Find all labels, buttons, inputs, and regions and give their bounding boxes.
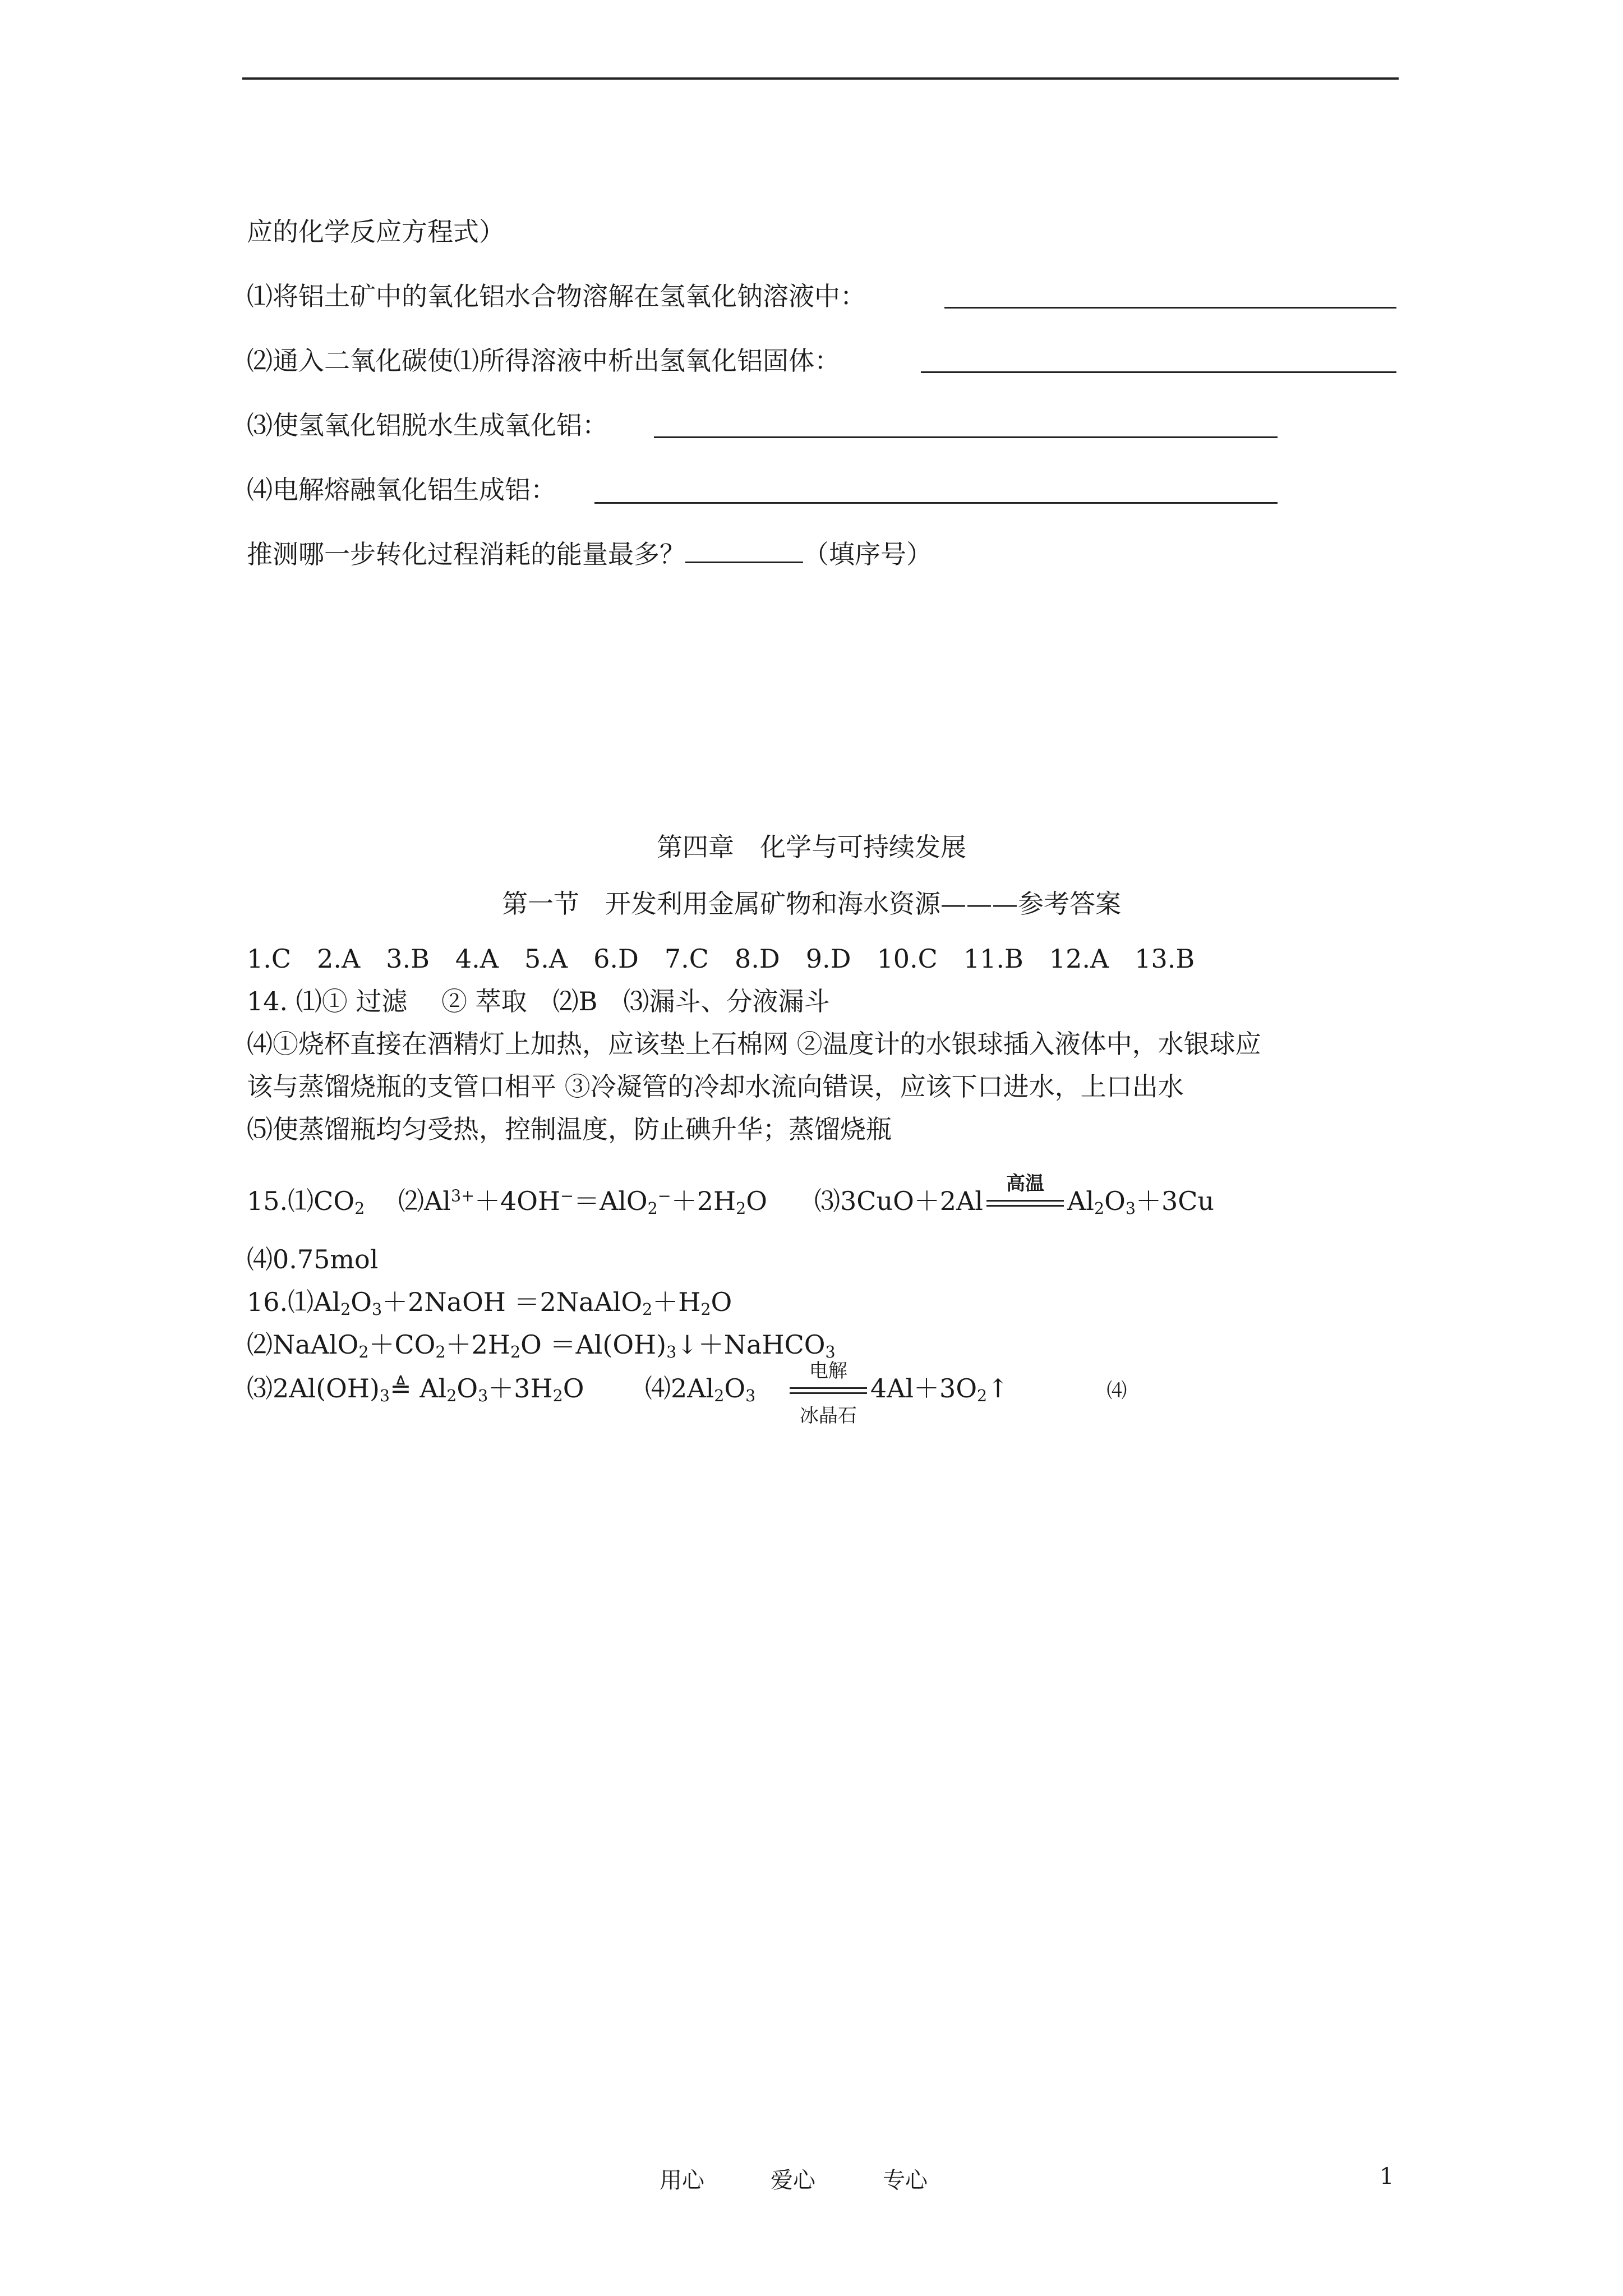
a16-l4-b: O xyxy=(724,1373,746,1404)
a16-l3-s4: 2 xyxy=(552,1387,563,1406)
a15-p2-sub-2: 2 xyxy=(736,1199,746,1218)
a15-p2-sup-2: − xyxy=(560,1186,574,1205)
a16-l1-e: O xyxy=(711,1287,732,1317)
intro-line: 应的化学反应方程式） xyxy=(247,217,505,247)
answer-16-line-1 xyxy=(247,1287,732,1319)
chapter-title: 第四章 化学与可持续发展 xyxy=(657,832,966,862)
a16-l1-s3: 2 xyxy=(642,1300,653,1319)
a16-l3-c: O xyxy=(457,1373,478,1404)
a15-p2-text-a: ⑵Al xyxy=(398,1186,451,1216)
a16-l4-s2: 3 xyxy=(745,1387,756,1406)
equal-lines xyxy=(790,1387,867,1394)
header-rule xyxy=(242,77,1399,80)
a15-p2-sub: 2 xyxy=(647,1199,658,1218)
footer-right: 专心 xyxy=(883,2168,928,2193)
a16-l3-a: ⑶2Al(OH) xyxy=(247,1373,380,1404)
a16-l2-a: ⑵NaAlO xyxy=(247,1329,359,1360)
a15-p3-sub-2: 3 xyxy=(1125,1199,1136,1218)
question-2-blank[interactable] xyxy=(921,371,1396,373)
a16-l3-b: Al xyxy=(411,1373,447,1404)
answer-16-line-4 xyxy=(645,1360,1127,1427)
a15-p2-sup: 3+ xyxy=(450,1186,474,1205)
a15-p3-sub-1: 2 xyxy=(1094,1199,1105,1218)
electrolysis-label: 电解 xyxy=(809,1360,847,1382)
a16-l3-s2: 2 xyxy=(446,1387,457,1406)
a16-l2-d: O ＝Al(OH) xyxy=(520,1329,667,1360)
high-temp-label: 高温 xyxy=(1006,1172,1044,1195)
energy-question-text: 推测哪一步转化过程消耗的能量最多？ xyxy=(247,539,685,569)
footer-left: 用心 xyxy=(660,2168,704,2193)
a16-l3-s3: 3 xyxy=(478,1387,488,1406)
a16-l1-b: O xyxy=(351,1287,372,1317)
a16-l2-s2: 2 xyxy=(435,1343,446,1362)
answer-15-part-1 xyxy=(247,1186,365,1218)
answer-14-line-3: 该与蒸馏烧瓶的支管口相平 ③冷凝管的冷却水流向错误，应该下口进水，上口出水 xyxy=(247,1071,1184,1102)
question-3-label: ⑶使氢氧化铝脱水生成氧化铝： xyxy=(247,410,608,440)
a15-p3-text-a: ⑶3CuO＋2Al xyxy=(814,1186,983,1216)
a16-l1-s1: 2 xyxy=(340,1300,351,1319)
a16-l2-c: ＋2H xyxy=(445,1329,510,1360)
a15-p1-text: 15.⑴CO xyxy=(247,1186,355,1216)
answer-16-line-2 xyxy=(247,1329,836,1362)
question-2-label: ⑵通入二氧化碳使⑴所得溶液中析出氢氧化铝固体： xyxy=(247,346,840,376)
answers-multiple-choice: 1.C 2.A 3.B 4.A 5.A 6.D 7.C 8.D 9.D 10.C 11.B 12.A 13.B xyxy=(247,944,1195,974)
question-4-blank[interactable] xyxy=(594,502,1278,504)
a16-l2-s4: 3 xyxy=(666,1343,677,1362)
question-1-label: ⑴将铝土矿中的氧化铝水合物溶解在氢氧化钠溶液中： xyxy=(247,281,866,311)
answer-16-line-3 xyxy=(247,1373,584,1406)
question-4-label: ⑷电解熔融氧化铝生成铝： xyxy=(247,475,556,505)
a16-l2-s3: 2 xyxy=(510,1343,521,1362)
a16-l4-tail: ⑷ xyxy=(1106,1379,1127,1402)
a16-l4-s3: 2 xyxy=(977,1387,988,1406)
question-3-blank[interactable] xyxy=(654,436,1278,438)
a16-l2-e: ↓＋NaHCO xyxy=(676,1329,826,1360)
answer-14-line-2: ⑷①烧杯直接在酒精灯上加热，应该垫上石棉网 ②温度计的水银球插入液体中，水银球应 xyxy=(247,1029,1261,1059)
a16-l4-s1: 2 xyxy=(714,1387,725,1406)
high-temp-condition xyxy=(983,1172,1067,1207)
a15-p3-text-c: O xyxy=(1104,1186,1126,1216)
electrolysis-condition xyxy=(786,1360,870,1427)
a15-p2-text-d: ＋2H xyxy=(671,1186,736,1216)
a16-l1-a: 16.⑴Al xyxy=(247,1287,341,1317)
a16-l4-a: ⑷2Al xyxy=(645,1373,714,1404)
a16-l2-s5: 3 xyxy=(825,1343,836,1362)
a16-l3-e: O xyxy=(562,1373,584,1404)
a16-l3-d: ＋3H xyxy=(488,1373,553,1404)
answer-15-part-2 xyxy=(398,1186,767,1218)
gas-arrow-icon: ↑ xyxy=(987,1373,1009,1404)
a15-p2-text-b: ＋4OH xyxy=(474,1186,561,1216)
a15-p3-text-d: ＋3Cu xyxy=(1135,1186,1215,1216)
answer-14-line-4: ⑸使蒸馏瓶均匀受热，控制温度，防止碘升华；蒸馏烧瓶 xyxy=(247,1114,892,1144)
a15-p3-text-b: Al xyxy=(1067,1186,1094,1216)
a15-p2-text-c: ＝AlO xyxy=(573,1186,648,1216)
a15-p1-sub: 2 xyxy=(354,1199,365,1218)
energy-question xyxy=(247,541,932,567)
a16-l3-s1: 3 xyxy=(379,1387,390,1406)
a16-l1-s2: 3 xyxy=(371,1300,382,1319)
a15-p2-text-e: O xyxy=(746,1186,767,1216)
answer-14-line-1: 14. ⑴① 过滤 ② 萃取 ⑵B ⑶漏斗、分液漏斗 xyxy=(247,986,830,1016)
answer-15-part-3 xyxy=(814,1172,1215,1218)
footer-mid: 爱心 xyxy=(771,2168,815,2193)
cryolite-label: 冰晶石 xyxy=(799,1405,857,1427)
answer-15-part-4: ⑷0.75mol xyxy=(247,1244,379,1274)
a16-l2-s1: 2 xyxy=(358,1343,369,1362)
a16-l1-s4: 2 xyxy=(700,1300,711,1319)
section-title: 第一节 开发利用金属矿物和海水资源———参考答案 xyxy=(502,889,1121,919)
a16-l4-c: 4Al＋3O xyxy=(870,1373,978,1404)
a16-l2-b: ＋CO xyxy=(368,1329,436,1360)
a15-p2-sup-3: − xyxy=(657,1186,671,1205)
energy-answer-blank[interactable] xyxy=(685,541,803,563)
energy-question-hint: （填序号） xyxy=(803,539,932,569)
page-number: 1 xyxy=(1380,2164,1394,2189)
a16-l1-c: ＋2NaOH ＝2NaAlO xyxy=(382,1287,643,1317)
question-1-blank[interactable] xyxy=(944,307,1396,309)
heat-condition-icon: ≜ xyxy=(390,1373,412,1404)
equal-lines xyxy=(986,1200,1064,1207)
a16-l1-d: ＋H xyxy=(652,1287,701,1317)
